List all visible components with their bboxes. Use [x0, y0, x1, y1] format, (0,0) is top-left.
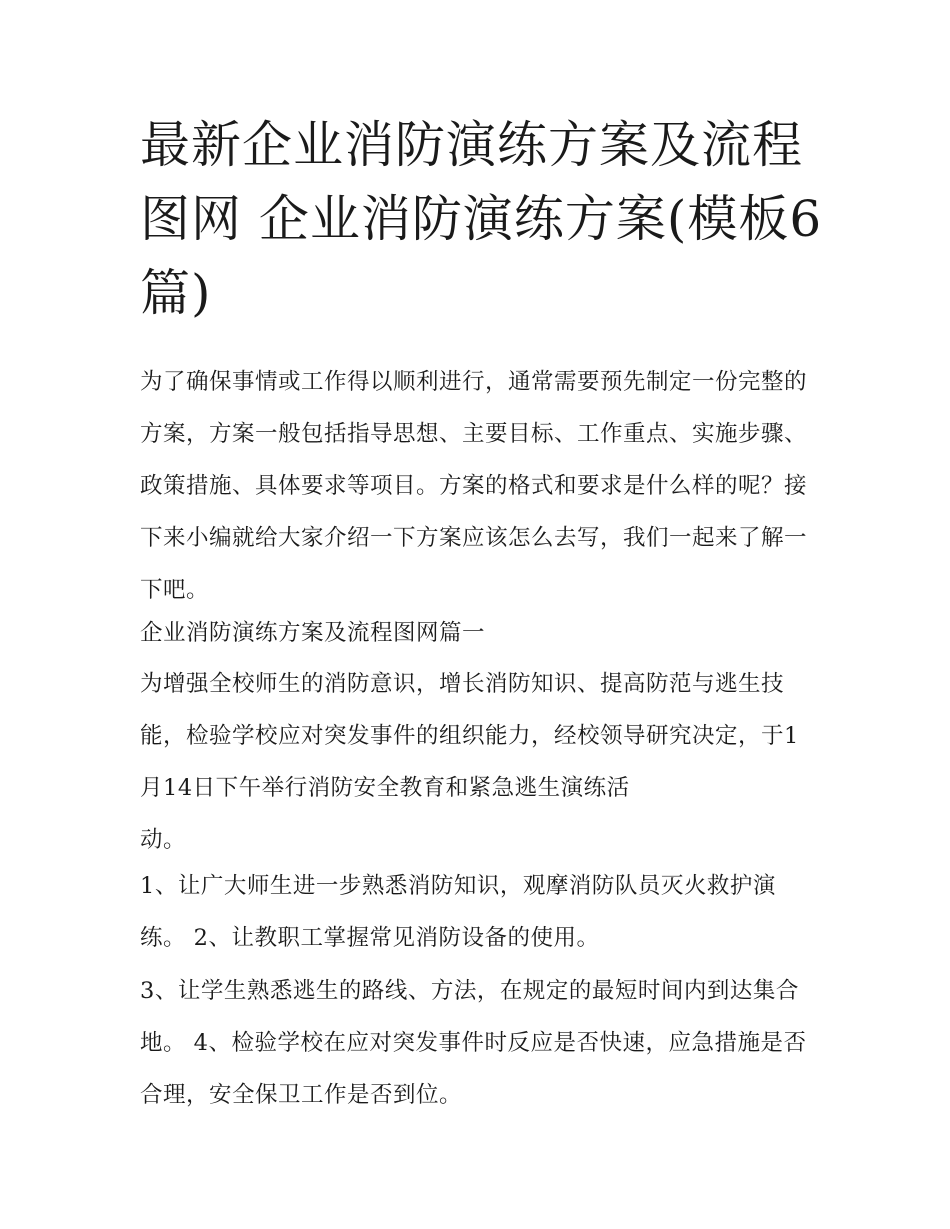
paragraph-purpose — [140, 658, 820, 866]
paragraph-purpose-main: 为增强全校师生的消防意识，增长消防知识、提高防范与逃生技能，检验学校应对突发事件的组织能力，经校领导研究决定，于1月14日下午举行消防安全教育和紧急逃生演练活 — [140, 671, 799, 801]
intro-paragraph: 为了确保事情或工作得以顺利进行，通常需要预先制定一份完整的方案，方案一般包括指导思想、主要目标、工作重点、实施步骤、政策措施、具体要求等项目。方案的格式和要求是什么样的呢？接下来小编就给大家介绍一下方案应该怎么去写，我们一起来了解一下吧。 — [140, 369, 808, 603]
paragraph-objectives-2: 3、让学生熟悉逃生的路线、方法，在规定的最短时间内到达集合地。 4、检验学校在应对突发事件时反应是否快速，应急措施是否合理，安全保卫工作是否到位。 — [140, 978, 807, 1108]
section-heading: 企业消防演练方案及流程图网篇一 — [140, 620, 486, 646]
paragraph-objectives-1: 1、让广大师生进一步熟悉消防知识，观摩消防队员灭火救护演练。 2、让教职工掌握常见消防设备的使用。 — [140, 873, 776, 951]
paragraph-purpose-end: 动。 — [140, 827, 187, 853]
document-title: 最新企业消防演练方案及流程图网 企业消防演练方案(模板6篇) — [140, 116, 823, 322]
